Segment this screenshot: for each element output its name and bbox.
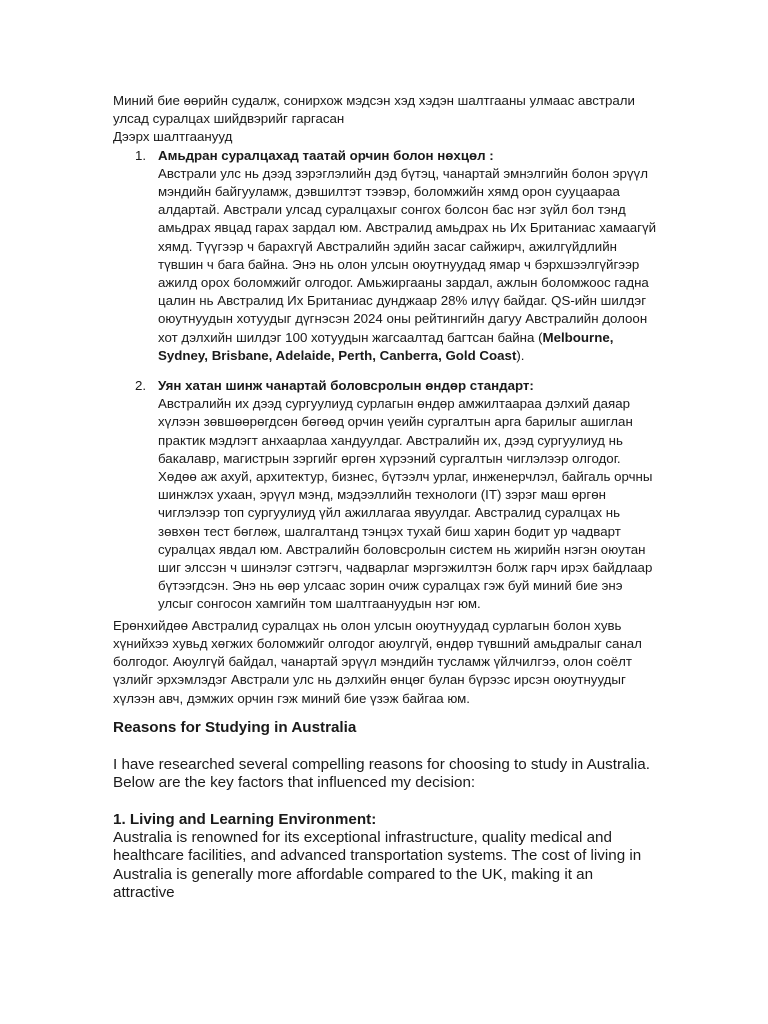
- list-item-number: 1.: [135, 147, 147, 163]
- reason-closing: ).: [516, 347, 525, 363]
- english-section-heading: 1. Living and Learning Environment:: [113, 810, 377, 828]
- list-item: [113, 377, 658, 614]
- reason-body-text: Австрали улс нь дээд зэрэглэлийн дэд бүтэц, чанартай эмнэлгийн болон эрүүл мэндийн байгууламж, дэвшилтэт тээвэр, боломжийн хямд орон сууцаараа алдартай. Австрали улсад суралцахыг сонгох болсон бас нэг зүйл бол тэнд амьдрах явцад гарах зардал юм. Австралид амьдрах нь Их Британиас хамаагүй хямд. Түүгээр ч барахгүй Австралийн эдийн засаг сайжирч, ажилгүйдлийн түвшин ч бага байна. Энэ нь олон улсын оюутнуудад ямар ч бэрхшээлгүйгээр ажилд орох боломжийг олгодог. Амьжиргааны зардал, ажлын боломжоос гадна цалин нь Австралид Их Британиас дунджаар 28% илүү байдаг. QS-ийн шилдэг оюутнуудын хотуудыг дүгнэсэн 2024 оны рейтингийн дагуу Австралийн долоон хот дэлхийн шилдэг 100 хотуудын жагсаалтад багтсан байна (: [158, 165, 657, 345]
- mongolian-section: [113, 92, 658, 708]
- english-section: [113, 718, 658, 903]
- reason-title: Амьдран суралцахад таатай орчин болон нөхцөл :: [158, 147, 494, 163]
- reason-cities: Melbourne, Sydney, Brisbane, Adelaide, Perth, Canberra, Gold Coast: [158, 329, 614, 363]
- document-page: [113, 92, 658, 903]
- mongolian-subheading: Дээрх шалтгаанууд: [113, 129, 233, 145]
- reason-body: Австралийн их дээд сургуулиуд сурлагын өндөр амжилтаараа дэлхий даяар хүлээн зөвшөөрөгдсөн бөгөөд орчин үеийн сургалтын арга барилыг ашиглан практик мэдлэгт анхаарлаа хандуулдаг. Австралийн их, дээд сургуулиуд нь бакалавр, магистрын зэргийг өргөн хүрээний сургалтын чиглэлээр олгодог. Хөдөө аж ахуй, архитектур, бизнес, бүтээлч урлаг, инженерчлэл, байгаль орчны шинжлэх ухаан, эрүүл мэнд, мэдээллийн технологи (IT) зэрэг маш өргөн чиглэлээр топ сургуулиуд үйл ажиллагаа явуулдаг. Австралид суралцах нь зөвхөн тест бөглөж, шалгалтанд тэнцэх тухай биш харин бодит ур чадварт суралцах явдал юм. Австралийн боловсролын систем нь жирийн нэгэн оюутан шиг элссэн ч шинэлэг сэтгэгч, чадварлаг мэргэжилтэн болж гарч ирэх байдлаар бүтээгдсэн. Энэ нь өөр улсаас зорин очиж суралцах гэж буй миний бие энэ улсыг сонгосон хамгийн том шалтгаануудын нэг юм.: [158, 396, 653, 612]
- list-item-number: 2.: [135, 378, 147, 394]
- english-title: Reasons for Studying in Australia: [113, 718, 357, 736]
- english-intro: I have researched several compelling reasons for choosing to study in Australia. Below are the key factors that influenced my decision:: [113, 755, 650, 792]
- reason-body: [158, 165, 658, 365]
- reason-title: Уян хатан шинж чанартай боловсролын өндөр стандарт:: [158, 378, 534, 394]
- mongolian-conclusion: Ерөнхийдөө Австралид суралцах нь олон улсын оюутнуудад сурлагын болон хувь хүнийхээ хувьд хөгжих боломжийг олгодог аюулгүй, өндөр түвшний амьдралыг санал болгодог. Аюулгүй байдал, чанартай эрүүл мэндийн тусламж үйлчилгээ, олон соёлт үзлийг эрхэмлэдэг Австрали улс нь дэлхийн өнцөг булан бүрээс ирсэн оюутнуудыг хүлээн авч, дэмжих орчин гэж миний бие үзэж байгаа юм.: [113, 617, 642, 706]
- reasons-list: [113, 147, 658, 614]
- english-section-body: Australia is renowned for its exceptional infrastructure, quality medical and healthcare facilities, and advanced transportation systems. The cost of living in Australia is generally more affordable compared to the UK, making it an attractive: [113, 828, 642, 902]
- list-item: [113, 147, 658, 365]
- mongolian-intro: Миний бие өөрийн судалж, сонирхож мэдсэн хэд хэдэн шалтгааны улмаас австрали улсад суралцах шийдвэрийг гаргасан: [113, 93, 635, 127]
